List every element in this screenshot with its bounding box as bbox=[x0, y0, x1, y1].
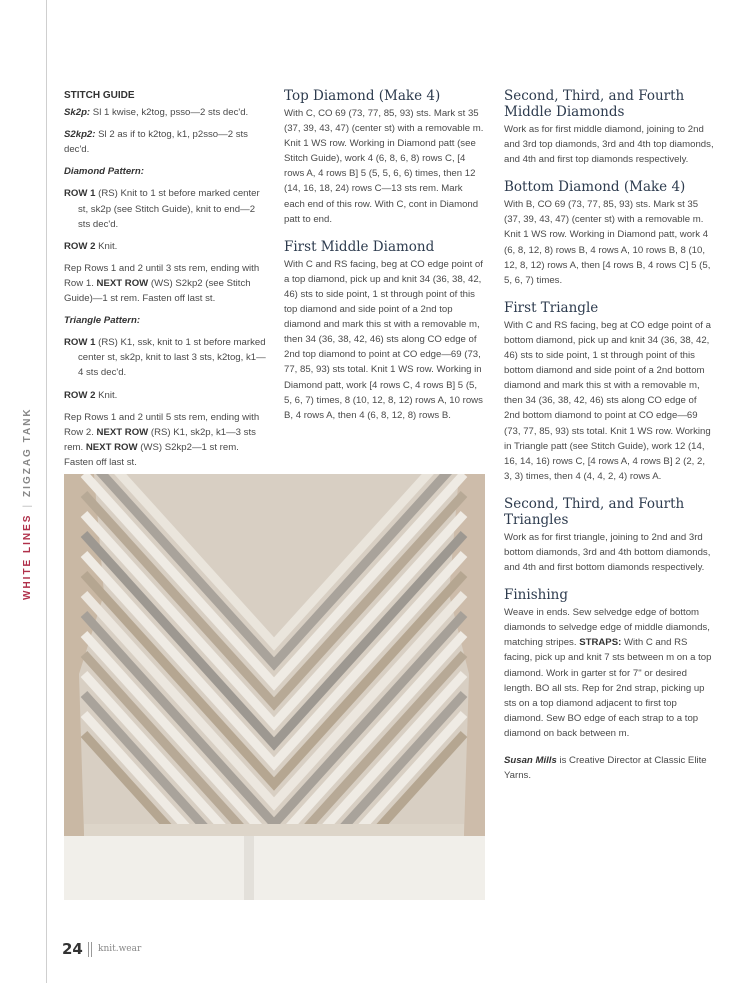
first-middle-diamond-text: With C and RS facing, beg at CO edge point of a top diamond, pick up and knit 34 (36, 38, 42, 46) sts to side point, 1 st through point of this top diamond and side point of a 2nd top diamond and mark this st with a removable m, then 34 (36, 38, 42, 46) sts along CO edge of 2nd top diamond to point at CO edge—69 (73, 77, 85, 93) sts total. Knit 1 WS row. Working in Diamond patt, work [4 rows C, 4 rows B] 5 (5, 5, 6, 7) times, 8 (10, 12, 8, 12) rows A, 10 rows B, 4 rows A, then 4 (6, 8, 12, 8) rows B. bbox=[284, 258, 483, 421]
triangles-section bbox=[504, 496, 714, 575]
middle-diamonds-text: Work as for first middle diamond, joining to 2nd and 3rd top diamonds, 3rd and 4th top diamonds, and 4th and first top diamonds respectively. bbox=[504, 124, 714, 166]
sk2p-definition: Sk2p: Sl 1 kwise, k2tog, psso—2 sts dec'd. bbox=[64, 107, 249, 119]
finishing-text: Weave in ends. Sew selvedge edge of bottom diamonds to selvedge edge of middle diamonds, matching stripes. STRAPS: With C and RS facing, pick up and knit 7 sts between m on a top diamond. Work in garter st for 7" or desired length. BO all sts. Rep for 2nd strap, picking up sts on a top diamond adjacent to first top diamond. Sew BO edge of each strap to a top diamond on back between m. bbox=[504, 607, 712, 739]
triangles-heading: Second, Third, and Fourth Triangles bbox=[504, 495, 685, 528]
sidebar-divider bbox=[46, 0, 47, 983]
article-subtitle: ZIGZAG TANK bbox=[22, 407, 33, 497]
article-title: WHITE LINES bbox=[22, 513, 33, 600]
first-triangle-heading: First Triangle bbox=[504, 299, 599, 316]
tank-top-photo bbox=[64, 474, 485, 900]
bottom-diamond-text: With B, CO 69 (73, 77, 85, 93) sts. Mark st 35 (37, 39, 43, 47) (center st) with a removable m. Knit 1 WS row. Working in Diamond patt, work 4 (6, 8, 12, 8) rows B, 4 rows A, 10 rows B, 8 (10, 12, 8, 12) rows A, then [4 rows B, 4 rows C] 5 (5, 5, 6, 7) times. bbox=[504, 199, 711, 286]
finishing-heading: Finishing bbox=[504, 587, 568, 604]
triangles-text: Work as for first triangle, joining to 2nd and 3rd bottom diamonds, 3rd and 4th bottom diamonds, and 4th and first bottom diamonds respectively. bbox=[504, 531, 711, 574]
first-middle-diamond-section bbox=[284, 239, 484, 423]
sidebar-title bbox=[22, 385, 42, 600]
first-triangle-text: With C and RS facing, beg at CO edge point of a bottom diamond, pick up and knit 34 (36, 38, 42, 46) sts to side point, 1 st through point of this bottom diamond and side point of a 2nd bottom diamond and mark this st with a removable m, then 34 (36, 38, 42, 46) sts along CO edge of 2nd bottom diamond to point at CO edge—69 (73, 77, 85, 93) sts total. Knit 1 WS row. Working in Triangle patt (see Stitch Guide), work 12 (14, 16, 14, 16) rows C, [4 rows A, 4 rows B] 2 (2, 2, 3, 3) times, then 4 (4, 4, 2, 4) rows A. bbox=[504, 319, 711, 482]
stitch-guide-title: STITCH GUIDE bbox=[64, 90, 135, 101]
instructions-column-2 bbox=[284, 88, 484, 435]
stitch-guide-column bbox=[64, 88, 267, 477]
magazine-brand: knit.wear bbox=[98, 944, 142, 954]
triangle-pattern-label: Triangle Pattern: bbox=[64, 315, 141, 327]
footer-divider-2 bbox=[91, 942, 92, 957]
top-diamond-section bbox=[284, 88, 484, 227]
sidebar bbox=[0, 0, 46, 983]
top-diamond-text: With C, CO 69 (73, 77, 85, 93) sts. Mark st 35 (37, 39, 43, 47) (center st) with a removable m. Knit 1 WS row. Working in Diamond patt (see Stitch Guide), work 4 (6, 8, 6, 8) rows C, [4 rows A, 4 rows B] 5 (5, 5, 6, 6) times, then 12 (14, 16, 18, 24) rows C—13 sts rem. Mark each end of this row. With C, cont in Diamond patt to end. bbox=[284, 108, 484, 225]
diamond-row-2: ROW 2 Knit. bbox=[64, 240, 118, 252]
top-diamond-heading: Top Diamond (Make 4) bbox=[284, 88, 441, 104]
page-number: 24 bbox=[62, 940, 83, 958]
first-middle-diamond-heading: First Middle Diamond bbox=[284, 238, 435, 255]
middle-diamonds-section bbox=[504, 88, 714, 167]
diamond-repeat: Rep Rows 1 and 2 until 3 sts rem, ending with Row 1. NEXT ROW (WS) S2kp2 (see Stitch Guide)—1 st rem. Fasten off last st. bbox=[64, 262, 260, 305]
s2kp2-definition: S2kp2: Sl 2 as if to k2tog, k1, p2sso—2 sts dec'd. bbox=[64, 129, 248, 156]
triangle-repeat: Rep Rows 1 and 2 until 5 sts rem, ending with Row 2. NEXT ROW (RS) K1, sk2p, k1—3 sts rem. NEXT ROW (WS) S2kp2—1 st rem. Fasten off last st. bbox=[64, 411, 260, 468]
bottom-diamond-heading: Bottom Diamond (Make 4) bbox=[504, 179, 686, 196]
first-triangle-section bbox=[504, 300, 714, 484]
triangle-row-2: ROW 2 Knit. bbox=[64, 389, 118, 401]
zigzag-tank-image bbox=[64, 474, 485, 900]
triangle-row-1: ROW 1 (RS) K1, ssk, knit to 1 st before marked center st, sk2p, knit to last 3 sts, k2tog, k1—4 sts dec'd. bbox=[64, 337, 266, 379]
diamond-pattern-label: Diamond Pattern: bbox=[64, 166, 144, 178]
title-separator: | bbox=[22, 502, 33, 508]
middle-diamonds-heading: Second, Third, and Fourth Middle Diamonds bbox=[504, 88, 685, 120]
finishing-section bbox=[504, 587, 714, 741]
designer-credit: Susan Mills is Creative Director at Classic Elite Yarns. bbox=[504, 755, 707, 781]
instructions-column-3 bbox=[504, 88, 714, 790]
diamond-row-1: ROW 1 (RS) Knit to 1 st before marked center st, sk2p (see Stitch Guide), knit to end—2 sts dec'd. bbox=[64, 188, 260, 230]
bottom-diamond-section bbox=[504, 179, 714, 288]
footer-divider bbox=[88, 942, 89, 957]
